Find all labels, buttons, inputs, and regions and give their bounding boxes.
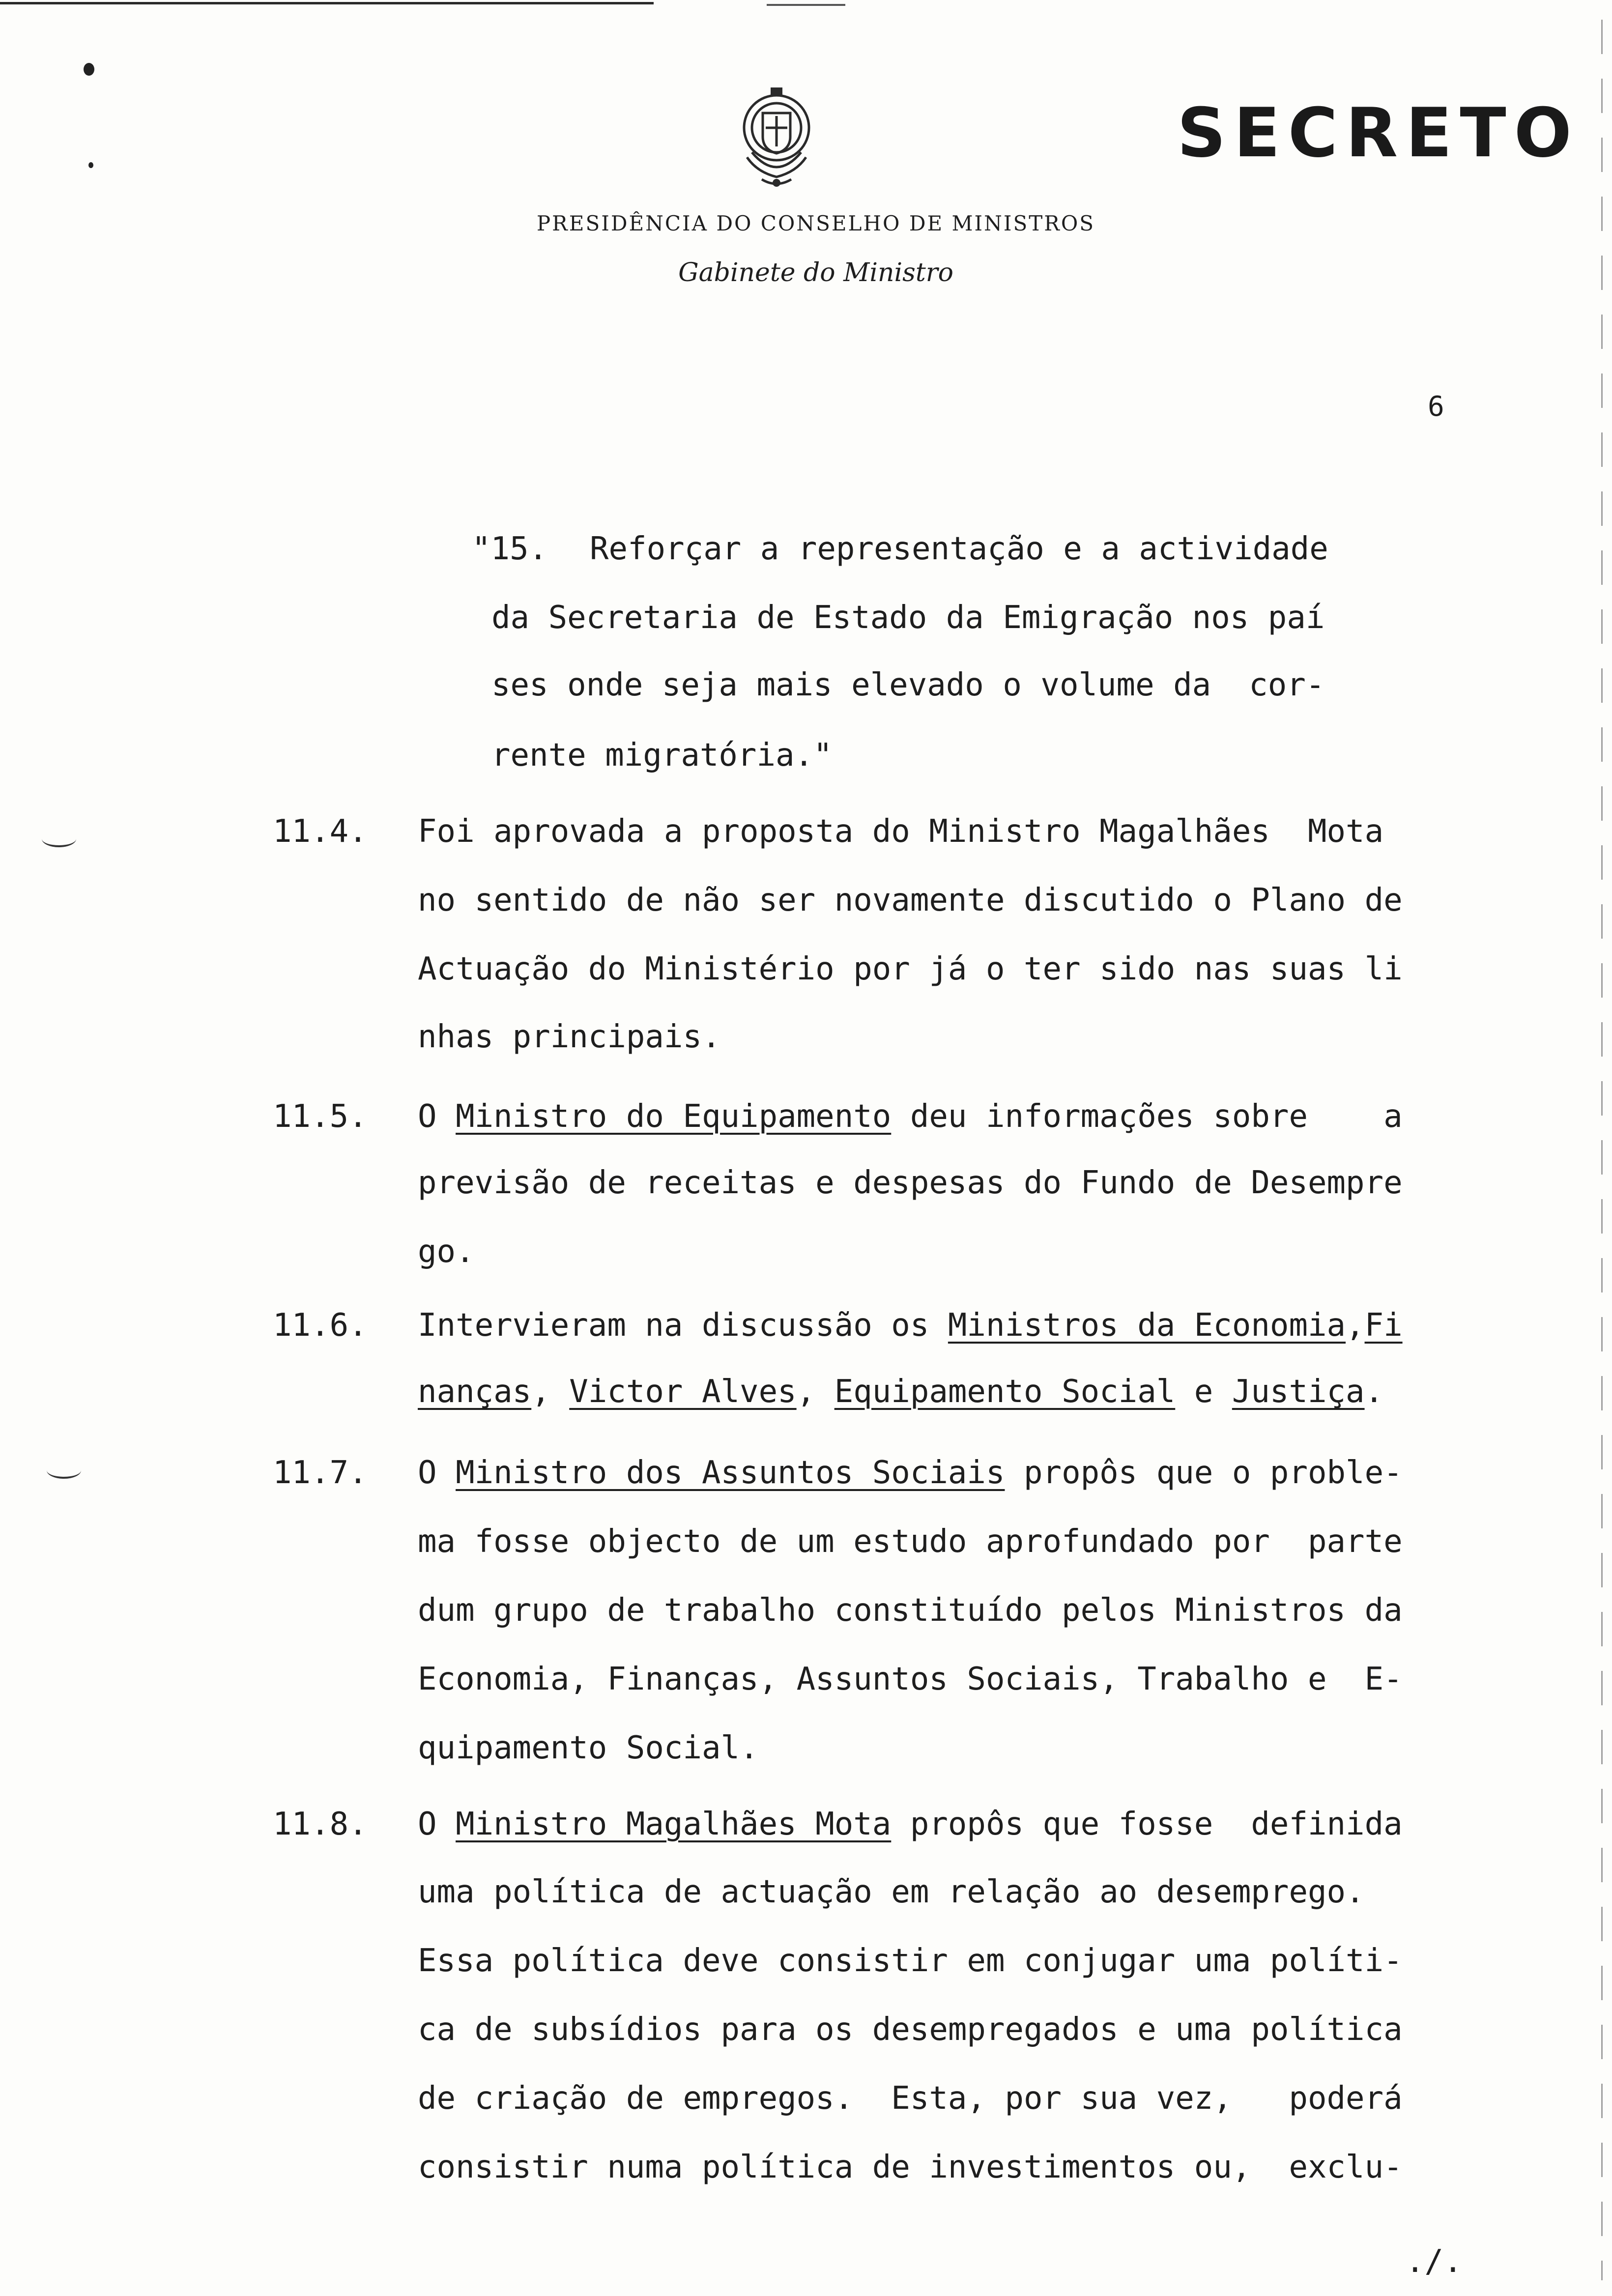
item-line <box>418 1523 1403 1560</box>
item-line <box>418 2149 1403 2185</box>
item-line <box>418 1021 721 1053</box>
text-run: Intervieram na discussão os <box>418 1307 948 1344</box>
item-number: 11.5. <box>273 1098 368 1135</box>
item-line <box>418 1732 759 1764</box>
top-border-line-fragment <box>767 4 845 6</box>
quote-number: "15. <box>472 531 548 567</box>
underlined-name: nanças <box>418 1374 532 1410</box>
item-line <box>418 2080 1403 2117</box>
text-run: O <box>418 1455 456 1491</box>
underlined-name: Ministro do Equipamento <box>456 1098 892 1135</box>
text-run: no sentido de não ser novamente discutido o Plano de <box>418 882 1403 918</box>
punch-hole-mark <box>84 63 94 76</box>
text-run: , <box>531 1374 570 1410</box>
text-run: Economia, Finanças, Assuntos Sociais, Trabalho e E- <box>418 1661 1403 1697</box>
item-line <box>418 1592 1403 1629</box>
item-line <box>418 1374 1384 1410</box>
office-subheading: Gabinete do Ministro <box>678 258 953 287</box>
item-line <box>418 882 1403 918</box>
margin-mark <box>47 1462 81 1479</box>
item-line <box>418 1167 1403 1199</box>
text-run: Foi aprovada a proposta do Ministro Magalhães Mota <box>418 813 1384 850</box>
text-run: propôs que fosse definida <box>891 1806 1403 1842</box>
item-line <box>418 813 1384 850</box>
text-run: uma política de actuação em relação ao desemprego. <box>418 1874 1365 1910</box>
crest-icon <box>722 79 831 197</box>
underlined-name: Fi <box>1364 1307 1403 1344</box>
text-run: quipamento Social. <box>418 1730 759 1766</box>
quote-line: da Secretaria de Estado da Emigração nos paí <box>491 600 1325 636</box>
right-edge-mark <box>1601 20 1603 2280</box>
top-border-line <box>0 2 654 4</box>
text-run: previsão de receitas e despesas do Fundo de Desempre <box>418 1165 1403 1201</box>
continuation-mark: ./. <box>1406 2243 1463 2280</box>
item-line <box>418 953 1403 985</box>
item-line <box>418 1661 1403 1697</box>
item-number: 11.4. <box>273 813 368 850</box>
underlined-name: Ministro Magalhães Mota <box>456 1806 892 1842</box>
underlined-name: Victor Alves <box>569 1374 797 1410</box>
scan-speck <box>88 162 93 168</box>
item-line <box>418 1808 1403 1840</box>
text-run: ma fosse objecto de um estudo aprofundado por parte <box>418 1523 1403 1560</box>
item-number: 11.8. <box>273 1806 368 1842</box>
text-run: nhas principais. <box>418 1019 721 1055</box>
text-run: e <box>1175 1374 1232 1410</box>
underlined-name: Equipamento Social <box>834 1374 1176 1410</box>
text-run: deu informações sobre a <box>891 1098 1403 1135</box>
text-run: , <box>796 1374 835 1410</box>
item-number: 11.7. <box>273 1455 368 1491</box>
text-run: consistir numa política de investimentos ou, exclu- <box>418 2149 1403 2185</box>
classification-stamp: SECRETO <box>1177 93 1580 172</box>
text-run: O <box>418 1806 456 1842</box>
text-run: Actuação do Ministério por já o ter sido nas suas li <box>418 951 1403 987</box>
item-line <box>418 1098 1403 1135</box>
text-run: O <box>418 1098 456 1135</box>
item-line <box>418 1457 1403 1489</box>
quote-line: rente migratória." <box>491 737 833 774</box>
text-run: de criação de empregos. Esta, por sua vez, poderá <box>418 2080 1403 2117</box>
margin-mark <box>42 831 76 847</box>
text-run: ca de subsídios para os desempregados e uma política <box>418 2011 1403 2048</box>
text-run: go. <box>418 1234 475 1270</box>
organization-heading: PRESIDÊNCIA DO CONSELHO DE MINISTROS <box>536 211 1095 235</box>
text-run: . <box>1364 1374 1384 1410</box>
item-number: 11.6. <box>273 1307 368 1344</box>
item-line <box>418 1234 475 1270</box>
text-run: , <box>1346 1307 1365 1344</box>
text-run: dum grupo de trabalho constituído pelos Ministros da <box>418 1592 1403 1629</box>
text-run: propôs que o proble- <box>1005 1455 1403 1491</box>
underlined-name: Ministros da Economia <box>948 1307 1346 1344</box>
underlined-name: Justiça <box>1232 1374 1365 1410</box>
page-number: 6 <box>1428 391 1444 423</box>
item-line <box>418 1945 1403 1977</box>
item-line <box>418 1307 1403 1344</box>
text-run: Essa política deve consistir em conjugar uma políti- <box>418 1943 1403 1979</box>
underlined-name: Ministro dos Assuntos Sociais <box>456 1455 1005 1491</box>
item-line <box>418 2011 1403 2048</box>
quote-line: ses onde seja mais elevado o volume da cor- <box>491 667 1325 703</box>
quote-line: Reforçar a representação e a actividade <box>590 531 1328 567</box>
item-line <box>418 1876 1365 1908</box>
